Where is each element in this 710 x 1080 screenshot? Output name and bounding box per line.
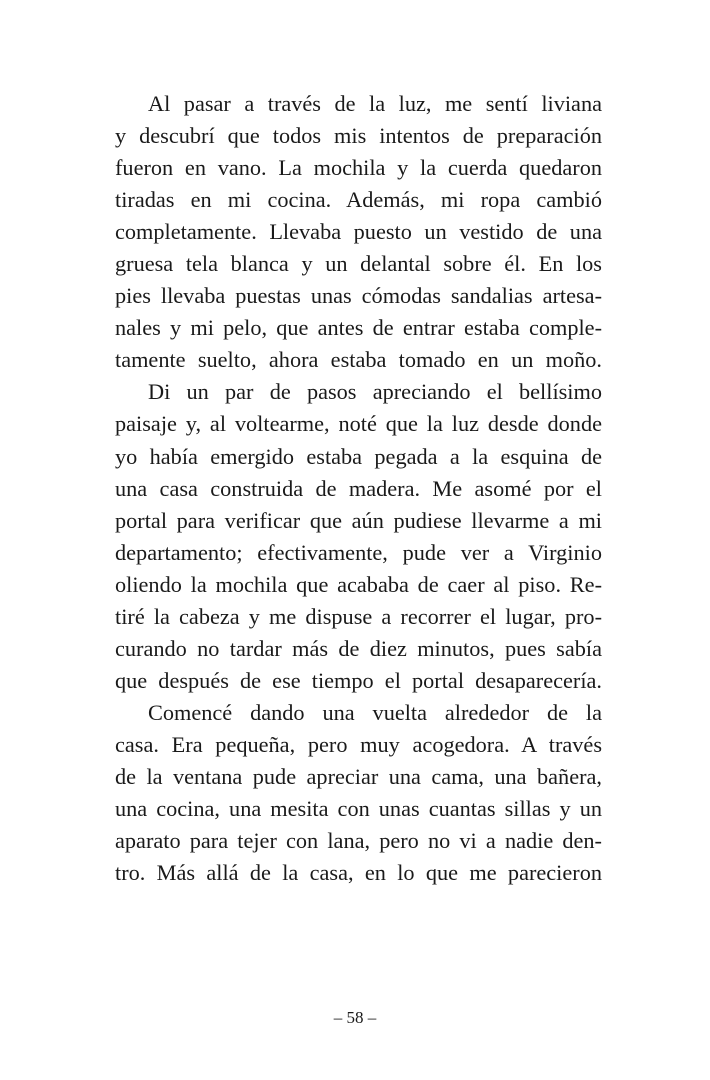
paragraph — [115, 376, 602, 696]
text-line: tiradas en mi cocina. Además, mi ropa cambió — [115, 187, 602, 213]
text-line: pies llevaba puestas unas cómodas sandalias artesa- — [115, 283, 602, 309]
text-line: y descubrí que todos mis intentos de preparación — [115, 123, 602, 149]
text-line: Comencé dando una vuelta alrededor de la — [148, 699, 602, 725]
text-line: yo había emergido estaba pegada a la esquina de — [115, 443, 602, 469]
text-line: nales y mi pelo, que antes de entrar estaba comple- — [115, 315, 602, 341]
text-line: completamente. Llevaba puesto un vestido de una — [115, 219, 602, 245]
text-line: gruesa tela blanca y un delantal sobre él. En los — [115, 251, 602, 277]
paragraph — [115, 88, 602, 376]
text-line: que después de ese tiempo el portal desaparecería. — [115, 667, 602, 693]
text-line: paisaje y, al voltearme, noté que la luz desde donde — [115, 411, 602, 437]
text-line: oliendo la mochila que acababa de caer al piso. Re- — [115, 571, 602, 597]
text-line: departamento; efectivamente, pude ver a Virginio — [115, 539, 602, 565]
text-line: casa. Era pequeña, pero muy acogedora. A través — [115, 731, 602, 757]
paragraph — [115, 697, 602, 889]
text-line: de la ventana pude apreciar una cama, una bañera, — [115, 763, 602, 789]
page-body-text — [115, 88, 602, 889]
text-line: tro. Más allá de la casa, en lo que me parecieron — [115, 860, 602, 886]
text-line: curando no tardar más de diez minutos, pues sabía — [115, 635, 602, 661]
text-line: portal para verificar que aún pudiese llevarme a mi — [115, 507, 602, 533]
text-line: Al pasar a través de la luz, me sentí liviana — [148, 91, 602, 116]
text-line: Di un par de pasos apreciando el bellísimo — [148, 379, 602, 405]
text-line: tiré la cabeza y me dispuse a recorrer el lugar, pro- — [115, 603, 602, 629]
text-line: fueron en vano. La mochila y la cuerda quedaron — [115, 155, 602, 181]
text-line: aparato para tejer con lana, pero no vi a nadie den- — [115, 828, 602, 854]
page-number: – 58 – — [333, 1008, 377, 1027]
text-line: una casa construida de madera. Me asomé por el — [115, 475, 602, 501]
text-line: una cocina, una mesita con unas cuantas sillas y un — [115, 796, 602, 822]
text-line: tamente suelto, ahora estaba tomado en un moño. — [115, 347, 602, 373]
